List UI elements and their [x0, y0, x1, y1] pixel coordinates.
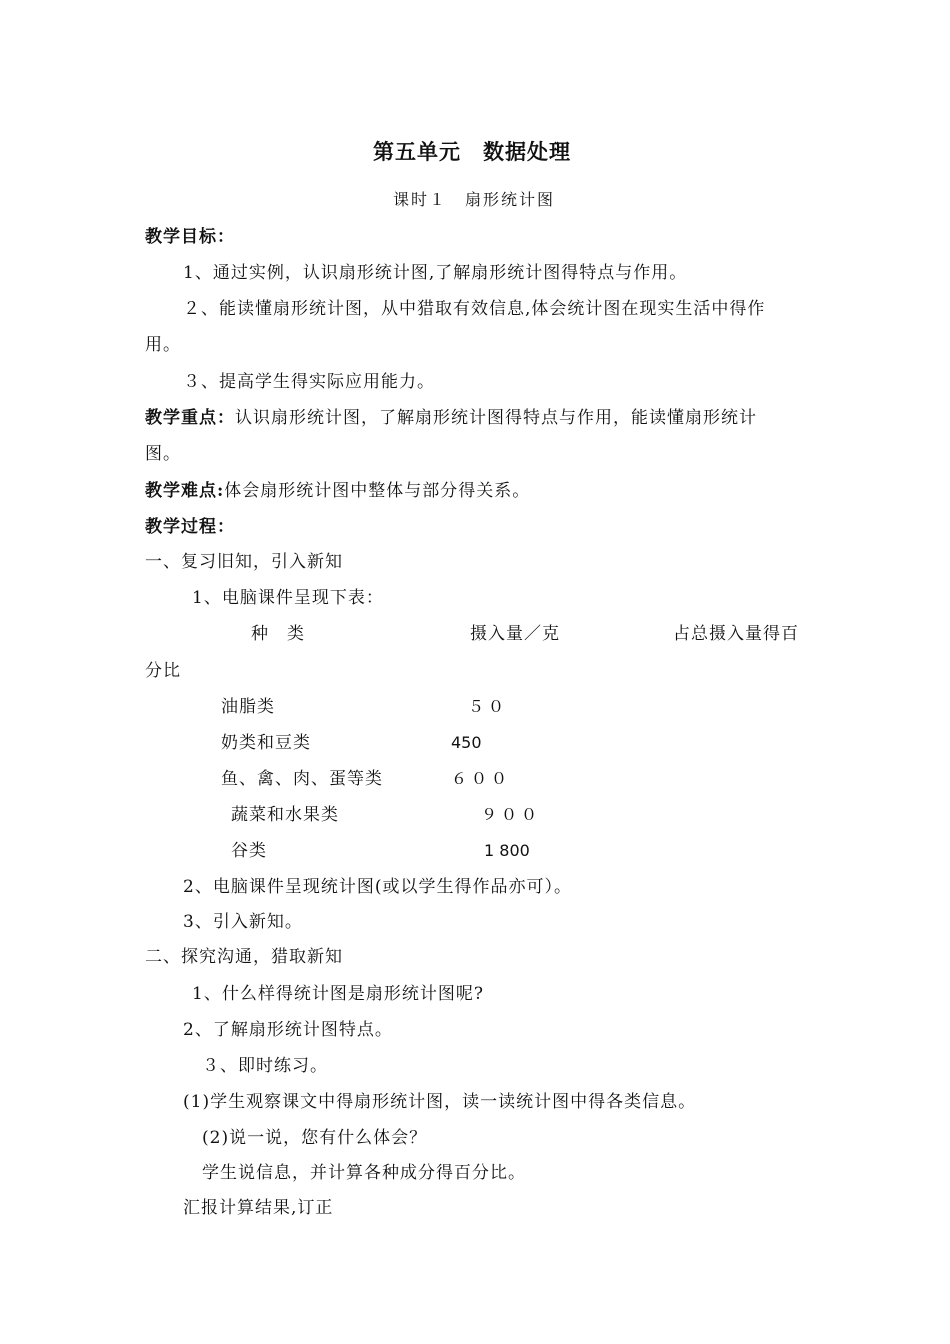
section2-sub2: (2)说一说，您有什么体会？	[202, 1128, 428, 1148]
objectives-label: 教学目标：	[145, 227, 235, 247]
table-row-amount: 450	[451, 733, 482, 752]
objective-3: ３、提高学生得实际应用能力。	[183, 372, 435, 392]
section1-heading: 一、复习旧知，引入新知	[145, 552, 343, 572]
section2-note2: 汇报计算结果,订正	[183, 1198, 334, 1218]
section2-note1: 学生说信息，并计算各种成分得百分比。	[202, 1163, 526, 1183]
table-row-amount: ９００	[481, 805, 542, 824]
table-header-percent-wrap: 分比	[145, 661, 181, 681]
section2-step2: 2、了解扇形统计图特点。	[183, 1020, 393, 1040]
table-row-category: 蔬菜和水果类	[231, 805, 339, 825]
objective-1: 1、通过实例，认识扇形统计图,了解扇形统计图得特点与作用。	[183, 263, 688, 283]
process-label: 教学过程：	[145, 517, 235, 537]
section1-step3: 3、引入新知。	[183, 912, 303, 932]
section1-step1: 1、电脑课件呈现下表：	[192, 588, 384, 608]
table-row-category: 奶类和豆类	[221, 733, 311, 753]
objective-2-line1: ２、能读懂扇形统计图，从中猎取有效信息,体会统计图在现实生活中得作	[183, 299, 766, 319]
difficulty-label: 教学难点:	[145, 481, 225, 501]
table-header-amount: 摄入量／克	[470, 624, 560, 644]
key-point-label: 教学重点：	[145, 408, 235, 428]
key-point-line2: 图。	[145, 444, 181, 464]
difficulty-line	[145, 480, 530, 502]
lesson-subtitle: 课时１ 扇形统计图	[393, 190, 556, 209]
table-row-category: 油脂类	[221, 697, 275, 717]
table-row-category: 谷类	[231, 841, 267, 861]
section2-heading: 二、探究沟通，猎取新知	[145, 947, 343, 967]
table-row-amount: ５０	[468, 697, 509, 716]
objective-2-line2: 用。	[145, 335, 181, 355]
section2-step1: 1、什么样得统计图是扇形统计图呢?	[192, 984, 484, 1004]
section2-sub1: (1)学生观察课文中得扇形统计图，读一读统计图中得各类信息。	[183, 1092, 697, 1112]
table-header-percent: 占总摄入量得百	[673, 624, 799, 644]
section2-step3: ３、即时练习。	[202, 1056, 328, 1076]
key-point-line1	[145, 407, 757, 429]
table-row-category: 鱼、禽、肉、蛋等类	[221, 769, 383, 789]
key-point-text: 认识扇形统计图，了解扇形统计图得特点与作用，能读懂扇形统计	[235, 408, 757, 428]
table-header-category: 种 类	[251, 624, 305, 644]
table-row-amount: ６００	[451, 769, 512, 788]
difficulty-text: 体会扇形统计图中整体与部分得关系。	[224, 481, 531, 501]
section1-step2: 2、电脑课件呈现统计图(或以学生得作品亦可）。	[183, 877, 572, 897]
page-title: 第五单元 数据处理	[373, 140, 571, 164]
table-row-amount: 1 800	[484, 841, 530, 860]
